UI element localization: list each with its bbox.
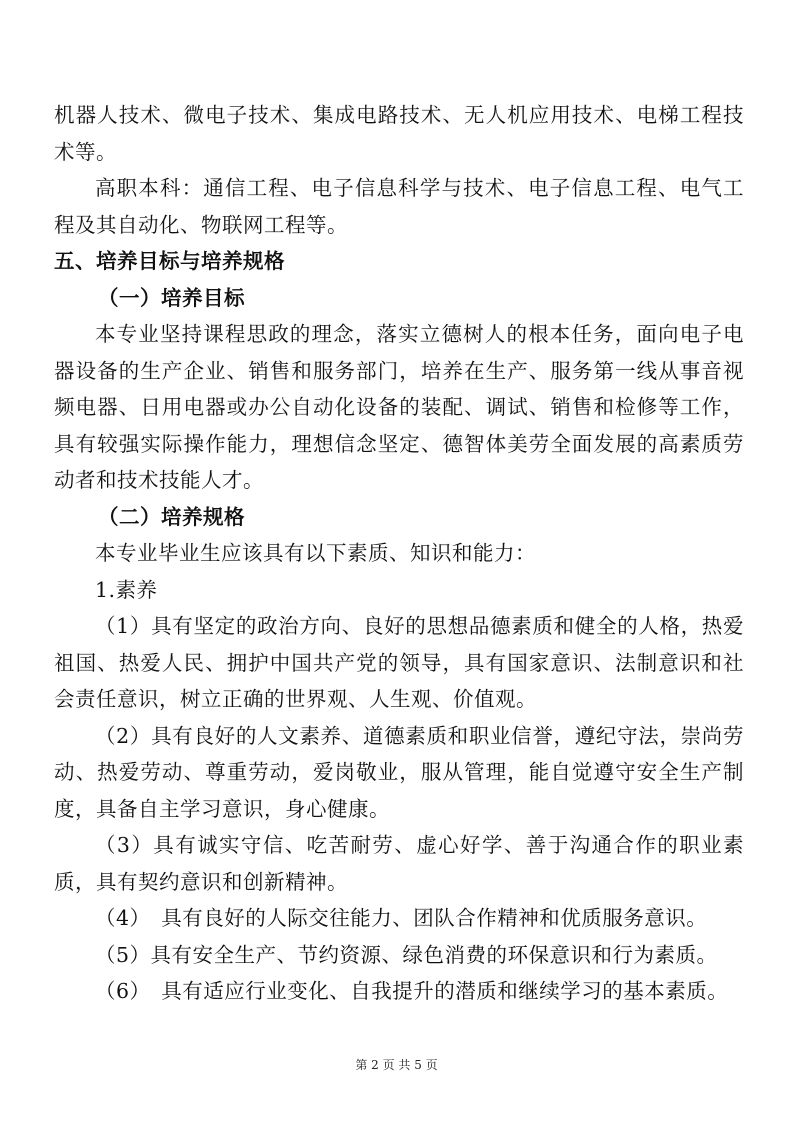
quality-item-5: （5）具有安全生产、节约资源、绿色消费的环保意识和行为素质。 xyxy=(95,942,718,967)
paragraph-bachelor-majors: 高职本科：通信工程、电子信息科学与技术、电子信息工程、电气工程及其自动化、物联网工程等。 xyxy=(54,176,744,237)
quality-item-2: （2）具有良好的人文素养、道德素质和职业信誉，遵纪守法，崇尚劳动、热爱劳动、尊重劳动，爱岗敬业，服从管理，能自觉遵守安全生产制度，具备自主学习意识，身心健康。 xyxy=(54,723,744,821)
paragraph-majors-continued: 机器人技术、微电子技术、集成电路技术、无人机应用技术、电梯工程技术等。 xyxy=(54,103,744,164)
subheading-training-specs: （二）培养规格 xyxy=(98,504,245,529)
paragraph-specs-intro: 本专业毕业生应该具有以下素质、知识和能力： xyxy=(95,541,536,565)
paragraph-training-goal: 本专业坚持课程思政的理念，落实立德树人的根本任务，面向电子电器设备的生产企业、销售和服务部门，培养在生产、服务第一线从事音视频电器、日用电器或办公自动化设备的装配、调试、销售和检修等工作，具有较强实际操作能力，理想信念坚定、德智体美劳全面发展的高素质劳动者和技术技能人才。 xyxy=(54,322,744,492)
page-number-footer: 第 2 页 共 5 页 xyxy=(355,1058,438,1072)
list-heading-qualities: 1.素养 xyxy=(95,577,158,602)
quality-item-1: （1）具有坚定的政治方向、良好的思想品德素质和健全的人格，热爱祖国、热爱人民、拥护中国共产党的领导，具有国家意识、法制意识和社会责任意识，树立正确的世界观、人生观、价值观。 xyxy=(54,614,744,711)
subheading-training-goal: （一）培养目标 xyxy=(98,285,245,310)
quality-item-4: （4） 具有良好的人际交往能力、团队合作精神和优质服务意识。 xyxy=(95,906,708,930)
quality-item-6: （6） 具有适应行业变化、自我提升的潜质和继续学习的基本素质。 xyxy=(95,979,729,1003)
section-heading-training-goals: 五、培养目标与培养规格 xyxy=(54,249,285,273)
quality-item-3: （3）具有诚实守信、吃苦耐劳、虚心好学、善于沟通合作的职业素质，具有契约意识和创新精神。 xyxy=(54,833,744,894)
document-body xyxy=(54,97,744,1010)
